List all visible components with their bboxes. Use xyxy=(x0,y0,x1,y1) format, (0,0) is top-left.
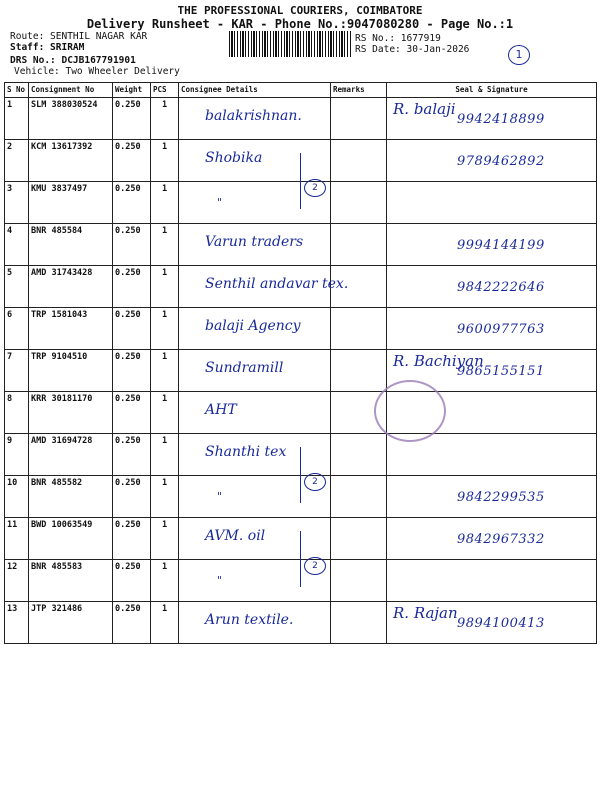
row-weight: 0.250 xyxy=(113,308,151,350)
seal-stamp xyxy=(374,380,446,442)
row-consignee xyxy=(179,266,349,308)
row-remarks xyxy=(331,434,387,476)
row-consignment: BNR 485583 xyxy=(29,560,113,602)
row-weight: 0.250 xyxy=(113,602,151,644)
row-sno: 7 xyxy=(5,350,29,392)
row-consignment: BNR 485582 xyxy=(29,476,113,518)
row-pcs: 1 xyxy=(151,266,179,308)
consignee-handwriting: Shanthi tex xyxy=(205,444,287,460)
row-remarks xyxy=(331,140,387,182)
consignee-handwriting: Varun traders xyxy=(205,234,304,250)
barcode xyxy=(229,31,351,57)
row-pcs: 1 xyxy=(151,518,179,560)
row-weight: 0.250 xyxy=(113,392,151,434)
row-pcs: 1 xyxy=(151,476,179,518)
phone-handwriting: 9865155151 xyxy=(457,364,545,379)
row-consignment: AMD 31743428 xyxy=(29,266,113,308)
row-pcs: 1 xyxy=(151,140,179,182)
phone-handwriting: 9789462892 xyxy=(457,154,545,169)
row-sno: 9 xyxy=(5,434,29,476)
phone-handwriting: 9994144199 xyxy=(457,238,545,253)
runsheet-title: Delivery Runsheet - KAR - Phone No.:9047080280 - Page No.:1 xyxy=(86,17,514,31)
phone-handwriting: 9842299535 xyxy=(457,490,545,505)
consignee-handwriting: Sundramill xyxy=(205,360,284,376)
rs-date: RS Date: 30-Jan-2026 xyxy=(355,44,470,55)
row-signature xyxy=(387,560,597,602)
row-weight: 0.250 xyxy=(113,560,151,602)
row-signature xyxy=(387,602,597,644)
row-sno: 5 xyxy=(5,266,29,308)
row-sno: 3 xyxy=(5,182,29,224)
signature-handwriting: R. balaji xyxy=(393,100,456,118)
row-remarks xyxy=(331,560,387,602)
col-consignee: Consignee Details xyxy=(179,83,331,98)
row-consignment: JTP 321486 xyxy=(29,602,113,644)
consignee-handwriting: AHT xyxy=(205,402,237,418)
consignee-handwriting: " xyxy=(217,196,223,209)
table-row xyxy=(5,308,597,350)
row-consignee xyxy=(179,434,331,476)
row-pcs: 1 xyxy=(151,224,179,266)
row-pcs: 1 xyxy=(151,182,179,224)
row-weight: 0.250 xyxy=(113,518,151,560)
row-signature xyxy=(387,224,597,266)
phone-handwriting: 9842967332 xyxy=(457,532,545,547)
row-consignee xyxy=(179,308,331,350)
col-weight: Weight xyxy=(113,83,151,98)
row-consignment: KCM 13617392 xyxy=(29,140,113,182)
row-consignment: KRR 30181170 xyxy=(29,392,113,434)
phone-handwriting: 9894100413 xyxy=(457,616,545,631)
consignee-handwriting: AVM. oil xyxy=(205,528,266,544)
row-sno: 1 xyxy=(5,98,29,140)
table-row xyxy=(5,98,597,140)
row-signature xyxy=(387,98,597,140)
row-remarks xyxy=(331,182,387,224)
row-weight: 0.250 xyxy=(113,182,151,224)
col-consignment: Consignment No xyxy=(29,83,113,98)
row-consignee xyxy=(179,140,331,182)
consignee-handwriting: balakrishnan. xyxy=(205,108,302,124)
row-remarks xyxy=(331,224,387,266)
row-consignment: SLM 388030524 xyxy=(29,98,113,140)
circled-count-mark: 2 xyxy=(304,179,326,197)
row-remarks xyxy=(331,518,387,560)
col-remarks: Remarks xyxy=(331,83,387,98)
row-sno: 4 xyxy=(5,224,29,266)
row-signature xyxy=(387,476,597,518)
row-sno: 8 xyxy=(5,392,29,434)
row-sno: 13 xyxy=(5,602,29,644)
row-weight: 0.250 xyxy=(113,224,151,266)
row-consignment: BWD 10063549 xyxy=(29,518,113,560)
table-row xyxy=(5,224,597,266)
consignee-handwriting: " xyxy=(217,490,223,503)
phone-handwriting: 9842222646 xyxy=(457,280,545,295)
staff-text: Staff: SRIRAM xyxy=(10,42,85,53)
rs-no: RS No.: 1677919 xyxy=(355,33,441,44)
row-pcs: 1 xyxy=(151,98,179,140)
row-remarks xyxy=(331,602,387,644)
phone-handwriting: 9600977763 xyxy=(457,322,545,337)
circled-count-mark: 2 xyxy=(304,557,326,575)
table-row xyxy=(5,350,597,392)
col-pcs: PCS xyxy=(151,83,179,98)
col-signature: Seal & Signature xyxy=(387,83,597,98)
route-text: Route: SENTHIL NAGAR KAR xyxy=(10,31,148,42)
row-pcs: 1 xyxy=(151,392,179,434)
row-signature xyxy=(387,266,597,308)
row-sno: 10 xyxy=(5,476,29,518)
row-consignee xyxy=(179,224,331,266)
row-consignee xyxy=(179,392,331,434)
grouping-bracket xyxy=(296,531,301,587)
consignee-handwriting: balaji Agency xyxy=(205,318,301,334)
phone-handwriting: 9942418899 xyxy=(457,112,545,127)
table-header-row xyxy=(5,83,597,98)
handwritten-page-number: 1 xyxy=(508,45,530,65)
col-sno: S No xyxy=(5,83,29,98)
row-consignee xyxy=(179,350,331,392)
row-consignment: BNR 485584 xyxy=(29,224,113,266)
row-remarks xyxy=(331,350,387,392)
company-name: THE PROFESSIONAL COURIERS, COIMBATORE xyxy=(177,4,423,17)
row-consignment: AMD 31694728 xyxy=(29,434,113,476)
row-sno: 2 xyxy=(5,140,29,182)
consignee-handwriting: " xyxy=(217,574,223,587)
row-sno: 11 xyxy=(5,518,29,560)
row-signature xyxy=(387,182,597,224)
row-remarks xyxy=(331,98,387,140)
row-consignment: TRP 9104510 xyxy=(29,350,113,392)
row-remarks xyxy=(331,308,387,350)
row-pcs: 1 xyxy=(151,560,179,602)
row-weight: 0.250 xyxy=(113,140,151,182)
row-consignment: KMU 3837497 xyxy=(29,182,113,224)
drs-text: DRS No.: DCJB167791901 xyxy=(10,55,136,66)
row-signature xyxy=(387,308,597,350)
consignee-handwriting: Shobika xyxy=(205,150,263,166)
row-pcs: 1 xyxy=(151,434,179,476)
row-consignment: TRP 1581043 xyxy=(29,308,113,350)
grouping-bracket xyxy=(296,153,301,209)
row-pcs: 1 xyxy=(151,350,179,392)
row-remarks xyxy=(331,476,387,518)
signature-handwriting: R. Bachiyan xyxy=(393,352,484,370)
table-row xyxy=(5,392,597,434)
vehicle-text: Vehicle: Two Wheeler Delivery xyxy=(14,66,180,77)
row-pcs: 1 xyxy=(151,602,179,644)
row-sno: 12 xyxy=(5,560,29,602)
row-consignee xyxy=(179,98,331,140)
row-pcs: 1 xyxy=(151,308,179,350)
row-consignee xyxy=(179,602,331,644)
row-weight: 0.250 xyxy=(113,98,151,140)
table-row xyxy=(5,602,597,644)
row-weight: 0.250 xyxy=(113,476,151,518)
signature-handwriting: R. Rajan xyxy=(393,604,458,622)
row-weight: 0.250 xyxy=(113,350,151,392)
row-consignee xyxy=(179,518,331,560)
consignee-handwriting: Arun textile. xyxy=(205,612,294,628)
consignee-handwriting: Senthil andavar tex. xyxy=(205,276,349,292)
row-signature xyxy=(387,140,597,182)
row-signature xyxy=(387,518,597,560)
grouping-bracket xyxy=(296,447,301,503)
row-weight: 0.250 xyxy=(113,266,151,308)
row-sno: 6 xyxy=(5,308,29,350)
row-weight: 0.250 xyxy=(113,434,151,476)
table-row xyxy=(5,266,597,308)
circled-count-mark: 2 xyxy=(304,473,326,491)
